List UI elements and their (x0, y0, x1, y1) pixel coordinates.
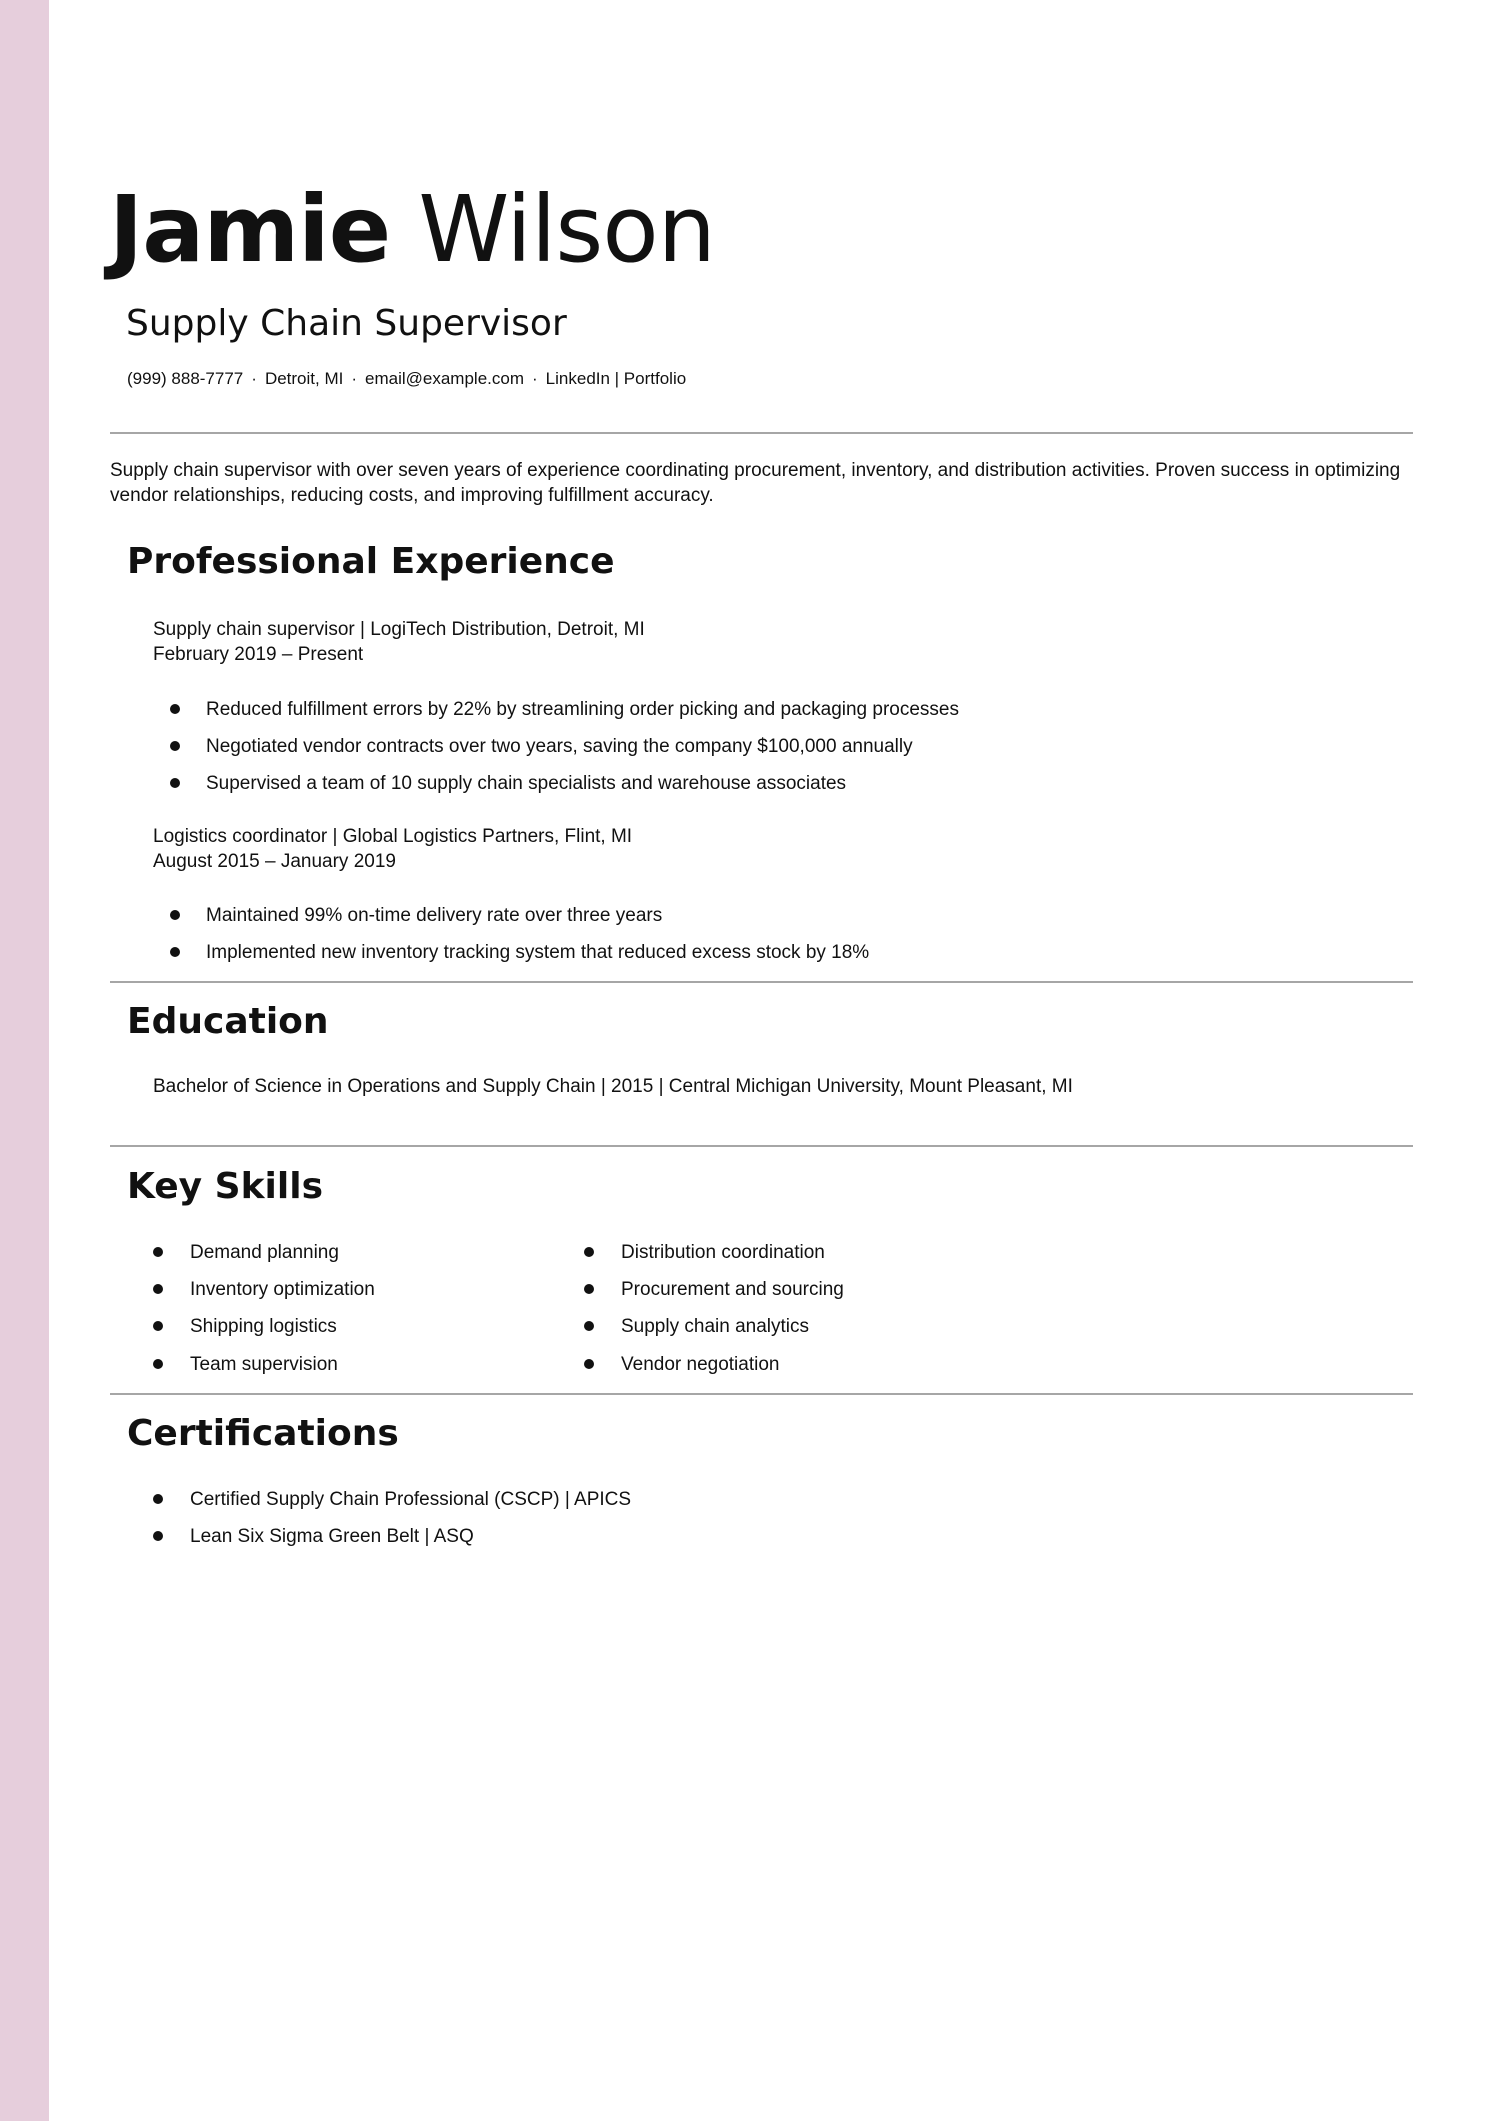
bullet-icon (584, 1247, 594, 1257)
email-link[interactable]: email@example.com (365, 369, 524, 388)
bullet-icon (153, 1284, 163, 1294)
summary-paragraph: Supply chain supervisor with over seven years of experience coordinating procurement, inventory, and distribution activities. Proven success in optimizing vendor relationships, reducing costs, and improving fulfillment accuracy. (110, 460, 1401, 506)
section-title-education: Education (127, 1001, 329, 1042)
divider (110, 1145, 1413, 1147)
divider (110, 981, 1413, 983)
job-dates: August 2015 – January 2019 (153, 851, 396, 872)
bullet-icon (584, 1321, 594, 1331)
bullet-icon (584, 1359, 594, 1369)
bullet-icon (170, 704, 180, 714)
job-title: Supply Chain Supervisor (126, 303, 567, 344)
contact-separator: · (532, 369, 538, 388)
contact-separator: · (351, 369, 358, 388)
job-dates: February 2019 – Present (153, 644, 364, 665)
bullet-icon (153, 1531, 163, 1541)
contact-line (127, 368, 686, 390)
section-title-certifications: Certifications (127, 1413, 399, 1454)
bullet-icon (153, 1247, 163, 1257)
bullet-icon (153, 1494, 163, 1504)
candidate-name (109, 175, 715, 285)
last-name: Wilson (418, 176, 715, 283)
sidebar-accent-bar (0, 0, 49, 2121)
section-title-experience: Professional Experience (127, 541, 615, 582)
bullet-icon (170, 910, 180, 920)
location: Detroit, MI (264, 369, 344, 388)
phone: (999) 888-7777 (127, 369, 244, 388)
section-title-skills: Key Skills (127, 1166, 323, 1207)
job-role-line: Supply chain supervisor | LogiTech Distribution, Detroit, MI (153, 619, 645, 640)
divider (110, 1393, 1413, 1395)
first-name: Jamie (109, 176, 391, 283)
profile-links[interactable]: LinkedIn | Portfolio (545, 369, 687, 388)
divider (110, 432, 1413, 434)
job-role-line: Logistics coordinator | Global Logistics Partners, Flint, MI (153, 826, 633, 847)
education-entry: Bachelor of Science in Operations and Supply Chain | 2015 | Central Michigan University, Mount Pleasant, MI (153, 1076, 1073, 1097)
bullet-icon (584, 1284, 594, 1294)
bullet-icon (153, 1359, 163, 1369)
bullet-icon (170, 778, 180, 788)
bullet-icon (153, 1321, 163, 1331)
bullet-icon (170, 947, 180, 957)
bullet-icon (170, 741, 180, 751)
contact-separator: · (251, 369, 257, 388)
